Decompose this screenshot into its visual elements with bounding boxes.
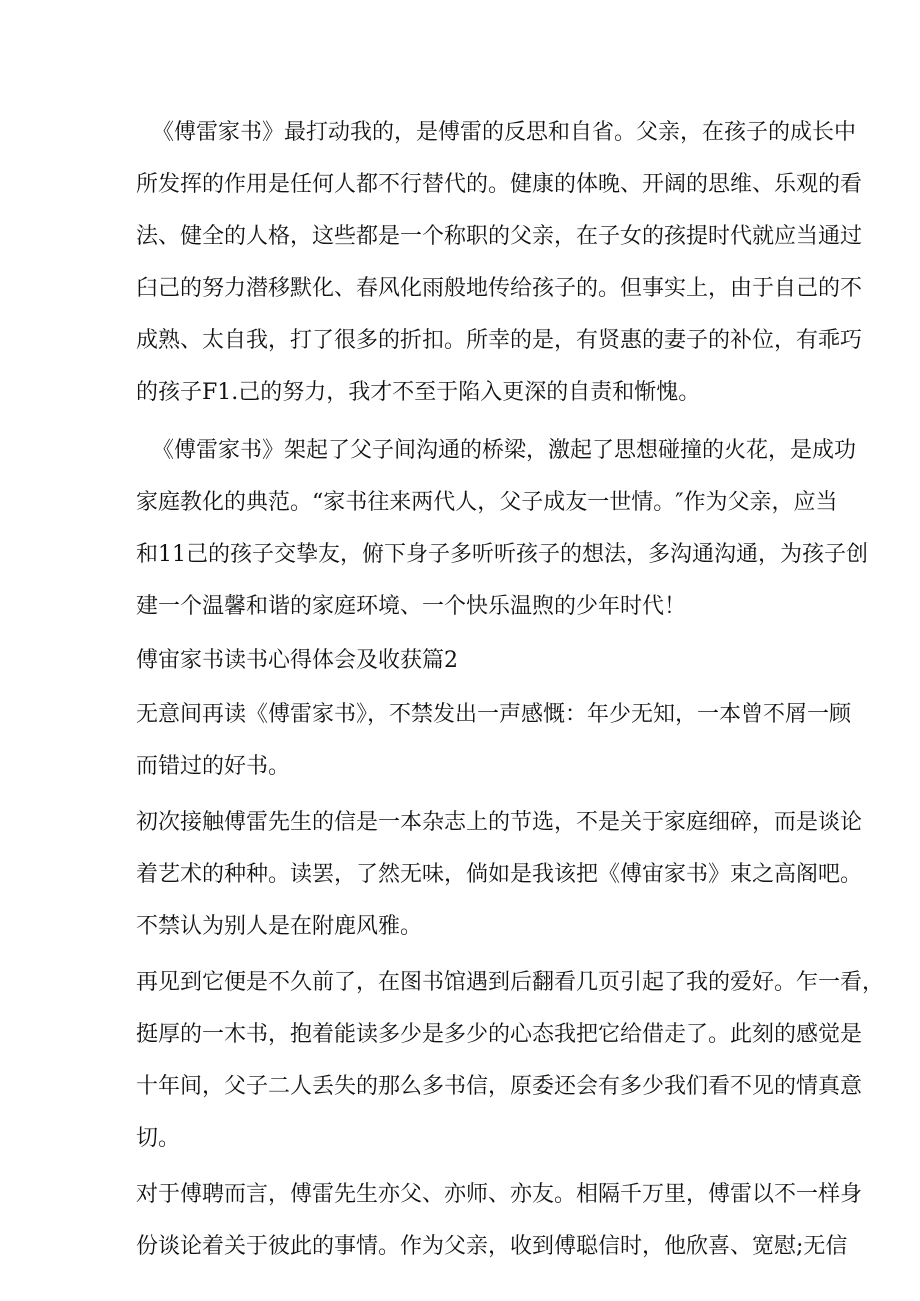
- text-line: 对于傅聘而言，傅雷先生亦父、亦师、亦友。相隔千万里，傅雷以不一样身: [136, 1182, 863, 1207]
- text-line: 着艺术的种种。读罢，了然无味，倘如是我该把《傅宙家书》束之高阁吧。: [136, 862, 863, 887]
- text-line: 无意间再读《傅雷家书》，不禁发出一声感慨：年少无知，一本曾不屑一顾: [136, 702, 852, 727]
- text-line: 和11己的孩子交挚友，俯下身子多听听孩子的想法，多沟通沟通，为孩子创: [136, 542, 868, 567]
- text-line: 家庭教化的典范。“家书往来两代人，父子成友一世情。″作为父亲，应当: [136, 490, 838, 515]
- text-line: 十年间，父子二人丢失的那么多书信，原委还会有多少我们看不见的情真意: [136, 1074, 863, 1099]
- text-line: 不禁认为别人是在附鹿风雅。: [136, 914, 423, 939]
- text-line: 再见到它便是不久前了，在图书馆遇到后翻看几页引起了我的爱好。乍一看，: [136, 970, 885, 995]
- text-line: 所发挥的作用是任何人都不行替代的。健康的体晚、开阔的思维、乐观的看: [136, 172, 863, 197]
- text-line: 切。: [136, 1126, 181, 1151]
- text-line: 法、健全的人格，这些都是一个称职的父亲，在子女的孩提时代就应当通过: [136, 224, 863, 249]
- text-line: 的孩子F1.己的努力，我才不至于陷入更深的自责和惭愧。: [136, 380, 701, 405]
- section-heading: 傅宙家书读书心得体会及收获篇2: [136, 648, 458, 673]
- text-line: 《傅雷家书》架起了父子间沟通的桥梁，激起了思想碰撞的火花，是成功: [152, 438, 857, 463]
- text-line: 份谈论着关于彼此的事情。作为父亲，收到傅聪信时，他欣喜、宽慰;无信: [136, 1234, 848, 1259]
- text-line: 初次接触傅雷先生的信是一本杂志上的节选，不是关于家庭细碎，而是谈论: [136, 810, 863, 835]
- text-line: 挺厚的一木书，抱着能读多少是多少的心态我把它给借走了。此刻的感觉是: [136, 1022, 863, 1047]
- text-line: 《傅雷家书》最打动我的，是傅雷的反思和自省。父亲，在孩子的成长中: [152, 120, 857, 145]
- text-line: 而错过的好书。: [136, 754, 291, 779]
- text-line: 臼己的努力潜移默化、春风化雨般地传给孩子的。但事实上，由于自己的不: [136, 276, 863, 301]
- text-line: 建一个温馨和谐的家庭环境、一个快乐温煦的少年时代！: [136, 594, 687, 619]
- text-line: 成熟、太自我，打了很多的折扣。所幸的是，有贤惠的妻子的补位，有乖巧: [136, 328, 863, 353]
